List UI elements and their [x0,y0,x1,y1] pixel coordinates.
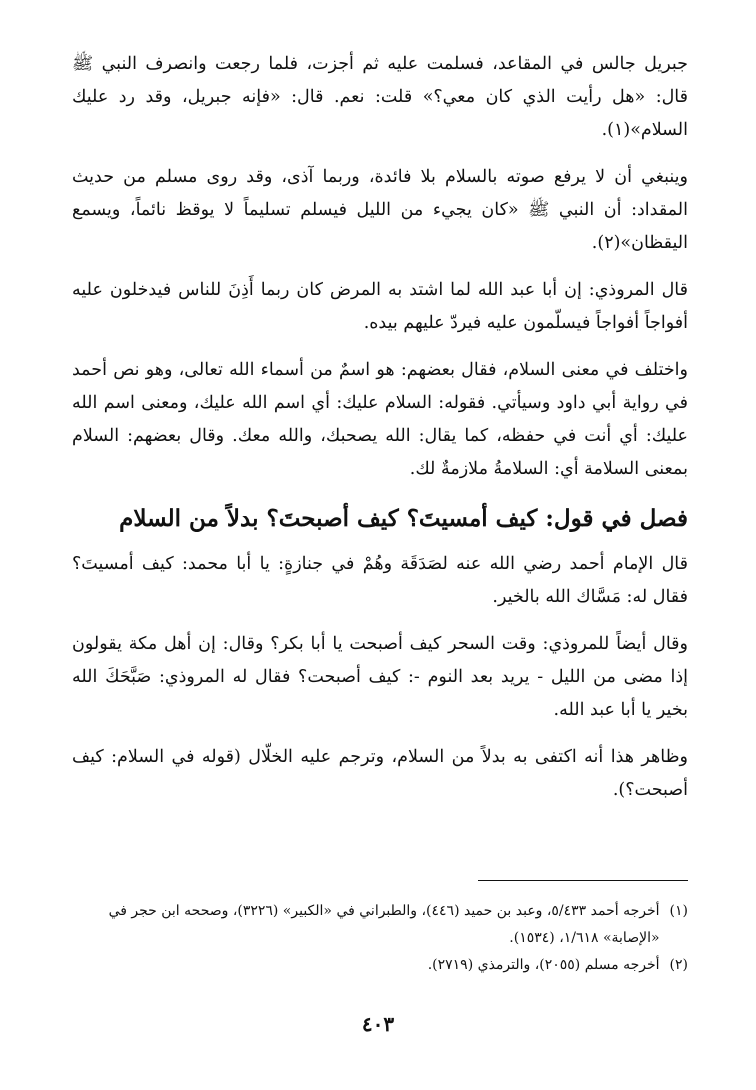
footnote [72,952,688,979]
footnote-text: أخرجه مسلم (٢٠٥٥)، والترمذي (٢٧١٩). [427,957,660,973]
paragraph-khallal: وظاهر هذا أنه اكتفى به بدلاً من السلام، وترجم عليه الخلّال (قوله في السلام: كيف أصبحت؟). [72,747,688,800]
footnote-number: (١) [669,903,688,919]
page-number: ٤٠٣ [361,1012,395,1036]
footnote-number: (٢) [669,957,688,973]
footnote-divider [478,880,688,881]
footnotes [72,898,688,979]
paragraph-jibril: جبريل جالس في المقاعد، فسلمت عليه ثم أجزت، فلما رجعت وانصرف النبي ﷺ قال: «هل رأيت الذي كان معي؟» قلت: نعم. قال: «فإنه جبريل، وقد رد عليك السلام»(١). [72,54,688,140]
section-heading: فصل في قول: كيف أمسيتَ؟ كيف أصبحتَ؟ بدلاً من السلام [119,505,688,532]
paragraph-meaning-of-salam: واختلف في معنى السلام، فقال بعضهم: هو اسمٌ من أسماء الله تعالى، وهو نص أحمد في رواية أبي داود وسيأتي. فقوله: السلام عليك: أي اسم الله عليك، ومعنى اسم الله عليك: أي أنت في حفظه، كما يقال: الله يصحبك، والله معك. وقال بعضهم: السلام بمعنى السلامة أي: السلامةُ ملازمةٌ لك. [72,360,688,479]
paragraph-sahar: وقال أيضاً للمروذي: وقت السحر كيف أصبحت يا أبا بكر؟ وقال: إن أهل مكة يقولون إذا مضى من الليل - يريد بعد النوم -: كيف أصبحت؟ فقال له المروذي: صَبَّحَكَ الله بخير يا أبا عبد الله. [72,634,688,720]
footnote [72,898,688,952]
paragraph-imam-ahmad: قال الإمام أحمد رضي الله عنه لصَدَقَة وهُمْ في جنازةٍ: يا أبا محمد: كيف أمسيتَ؟ فقال له: مَسَّاك الله بالخير. [72,554,688,607]
paragraph-raising-voice: وينبغي أن لا يرفع صوته بالسلام بلا فائدة، وربما آذى، وقد روى مسلم من حديث المقداد: أن النبي ﷺ «كان يجيء من الليل فيسلم تسليماً لا يوقظ نائماً، ويسمع اليقظان»(٢). [72,167,688,253]
paragraph-marrudhi: قال المروذي: إن أبا عبد الله لما اشتد به المرض كان ربما أَذِنَ للناس فيدخلون عليه أفواجاً أفواجاً فيسلّمون عليه فيردّ عليهم بيده. [72,280,688,333]
footnote-text: أخرجه أحمد ٥/٤٣٣، وعبد بن حميد (٤٤٦)، والطبراني في «الكبير» (٣٢٢٦)، وصححه ابن حجر في «الإصابة» ١/٦١٨، (١٥٣٤). [108,903,660,946]
